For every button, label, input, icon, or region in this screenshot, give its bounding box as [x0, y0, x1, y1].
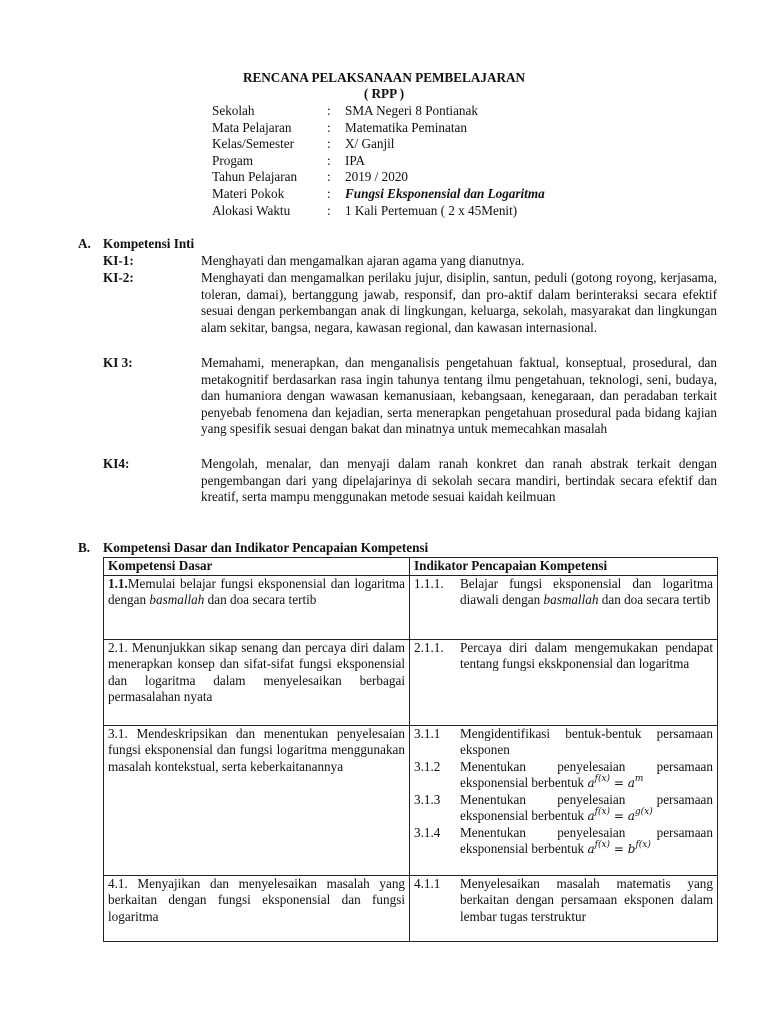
indicator-number: 1.1.1.: [414, 575, 444, 591]
indicator-number: 3.1.2: [414, 758, 441, 774]
ki-label: KI 3:: [103, 355, 133, 370]
identity-value: IPA: [345, 153, 366, 168]
kd-number: 4.1.: [108, 875, 128, 891]
ki-label: KI4:: [103, 456, 130, 471]
kd-number: 1.1.: [108, 575, 128, 591]
identity-label: Mata Pelajaran: [212, 120, 292, 135]
identity-colon: :: [327, 203, 331, 218]
identity-label: Tahun Pelajaran: [212, 169, 298, 184]
indicator-text: Mengidentifikasi bentuk-bentuk persamaan eksponen: [460, 725, 713, 757]
indicator-cell: [410, 575, 718, 639]
identity-value: 2019 / 2020: [345, 169, 409, 184]
identity-colon: :: [327, 186, 331, 201]
indicator-cell: [410, 875, 718, 941]
indicator-item: [414, 792, 713, 825]
indicator-item: [414, 825, 713, 858]
math-expression: $a^{f(x)} = a^{g(x)}$: [587, 807, 653, 823]
kd-text: 1.1.Memulai belajar fungsi eksponensial dan logaritma dengan basmallah dan doa secara tertib: [108, 575, 405, 607]
ki-text: Memahami, menerapkan, dan menganalisis pengetahuan faktual, konseptual, prosedural, dan metakognitif berdasarkan rasa ingin tahunya tentang ilmu pengetahuan, teknologi, seni, budaya, dan humaniora dengan wawasan kemanusiaan, kebangsaan, kenegaraan, dan peradaban terkait penyebab fenomena dan kejadian, serta menerapkan pengetahuan prosedural pada bidang kajian yang spesifik sesuai dengan bakat dan minatnya untuk memecahkan masalah: [201, 355, 717, 436]
section-title: Kompetensi Dasar dan Indikator Pencapaian Kompetensi: [103, 540, 429, 555]
kd-number: 3.1.: [108, 725, 128, 741]
table-row: [104, 639, 718, 725]
table-header-row: [104, 558, 718, 576]
indicator-number: 4.1.1: [414, 875, 441, 891]
indicator-text: Menentukan penyelesaian persamaan eksponensial berbentuk $a^{f(x)} = a^m$: [460, 758, 713, 790]
ki-text: Menghayati dan mengamalkan ajaran agama yang dianutnya.: [201, 253, 525, 268]
identity-label: Progam: [212, 153, 254, 168]
indicator-text: Belajar fungsi eksponensial dan logaritma diawali dengan basmallah dan doa secara tertib: [460, 575, 713, 607]
ki-label: KI-2:: [103, 270, 134, 285]
identity-value: Matematika Peminatan: [345, 120, 467, 135]
indicator-item: [414, 726, 713, 759]
kd-table: [103, 557, 718, 942]
section-title: Kompetensi Inti: [103, 236, 195, 251]
kd-cell: [104, 875, 410, 941]
indicator-text: Menentukan penyelesaian persamaan eksponensial berbentuk $a^{f(x)} = a^{g(x)}$: [460, 791, 713, 823]
identity-label: Sekolah: [212, 103, 255, 118]
identity-colon: :: [327, 120, 331, 135]
kd-cell: [104, 639, 410, 725]
indicator-text: Menyelesaikan masalah matematis yang berkaitan dengan persamaan eksponen dalam lembar tugas terstruktur: [460, 875, 713, 924]
kd-number: 2.1.: [108, 639, 128, 655]
indicator-item: [414, 640, 713, 673]
kd-cell: [104, 575, 410, 639]
indicator-number: 3.1.4: [414, 824, 441, 840]
section-a-heading: [78, 236, 194, 253]
document-subtitle: ( RPP ): [363, 86, 405, 101]
indicator-text: Percaya diri dalam mengemukakan pendapat tentang fungsi ekskponensial dan logaritma: [460, 639, 713, 671]
table-row: [104, 725, 718, 875]
section-b-heading: [78, 540, 428, 557]
ki-text: Mengolah, menalar, dan menyaji dalam ranah konkret dan ranah abstrak terkait dengan pengembangan dari yang dipelajarinya di sekolah secara mandiri, bertindak secara efektif dan kreatif, serta mampu menggunakan metode sesuai kaidah keilmuan: [201, 456, 717, 504]
section-letter: B.: [78, 540, 91, 555]
identity-colon: :: [327, 153, 331, 168]
document-title: RENCANA PELAKSANAAN PEMBELAJARAN: [242, 70, 526, 85]
ki-label: KI-1:: [103, 253, 134, 268]
identity-colon: :: [327, 169, 331, 184]
table-row: [104, 575, 718, 639]
table-row: [104, 875, 718, 941]
identity-label: Materi Pokok: [212, 186, 285, 201]
math-expression: $a^{f(x)} = a^m$: [587, 774, 644, 790]
identity-colon: :: [327, 136, 331, 151]
indicator-item: [414, 576, 713, 609]
ki-text: Menghayati dan mengamalkan perilaku jujur, disiplin, santun, peduli (gotong royong, kerjasama, toleran, damai), bertanggung jawab, responsif, dan pro-aktif dalam berinteraksi secara efektif sesuai dengan perkembangan anak di lingkungan, keluarga, sekolah, masyarakat dan lingkungan alam sekitar, bangsa, negara, kawasan regional, dan kawasan internasional.: [201, 270, 717, 335]
indicator-number: 3.1.3: [414, 791, 441, 807]
math-expression: $a^{f(x)} = b^{f(x)}$: [587, 840, 651, 856]
indicator-cell: [410, 725, 718, 875]
identity-colon: :: [327, 103, 331, 118]
indicator-text: Menentukan penyelesaian persamaan eksponensial berbentuk $a^{f(x)} = b^{f(x)}$: [460, 824, 713, 856]
identity-value: Fungsi Eksponensial dan Logaritma: [345, 186, 545, 201]
identity-value: SMA Negeri 8 Pontianak: [345, 103, 478, 118]
indicator-item: [414, 759, 713, 792]
identity-value: X/ Ganjil: [345, 136, 395, 151]
col-header-kompetensi-dasar: Kompetensi Dasar: [104, 558, 410, 576]
indicator-number: 2.1.1.: [414, 639, 444, 655]
kd-cell: [104, 725, 410, 875]
col-header-indikator: Indikator Pencapaian Kompetensi: [410, 558, 718, 576]
kd-text: 4.1. Menyajikan dan menyelesaikan masalah yang berkaitan dengan fungsi eksponensial dan fungsi logaritma: [108, 875, 406, 924]
indicator-number: 3.1.1: [414, 725, 441, 741]
kd-text: 3.1. Mendeskripsikan dan menentukan penyelesaian fungsi eksponensial dan fungsi logaritma menggunakan masalah kontekstual, serta keberkaitanannya: [108, 725, 405, 774]
identity-value: 1 Kali Pertemuan ( 2 x 45Menit): [345, 203, 518, 218]
section-letter: A.: [78, 236, 91, 251]
kd-text: 2.1. Menunjukkan sikap senang dan percaya diri dalam menerapkan konsep dan sifat-sifat fungsi eksponensial dan logaritma dalam menyelesaikan berbagai permasalahan nyata: [108, 639, 406, 704]
indicator-cell: [410, 639, 718, 725]
identity-label: Kelas/Semester: [212, 136, 295, 151]
identity-label: Alokasi Waktu: [212, 203, 291, 218]
kd-emphasis: basmallah: [149, 592, 205, 607]
indicator-item: [414, 876, 713, 926]
